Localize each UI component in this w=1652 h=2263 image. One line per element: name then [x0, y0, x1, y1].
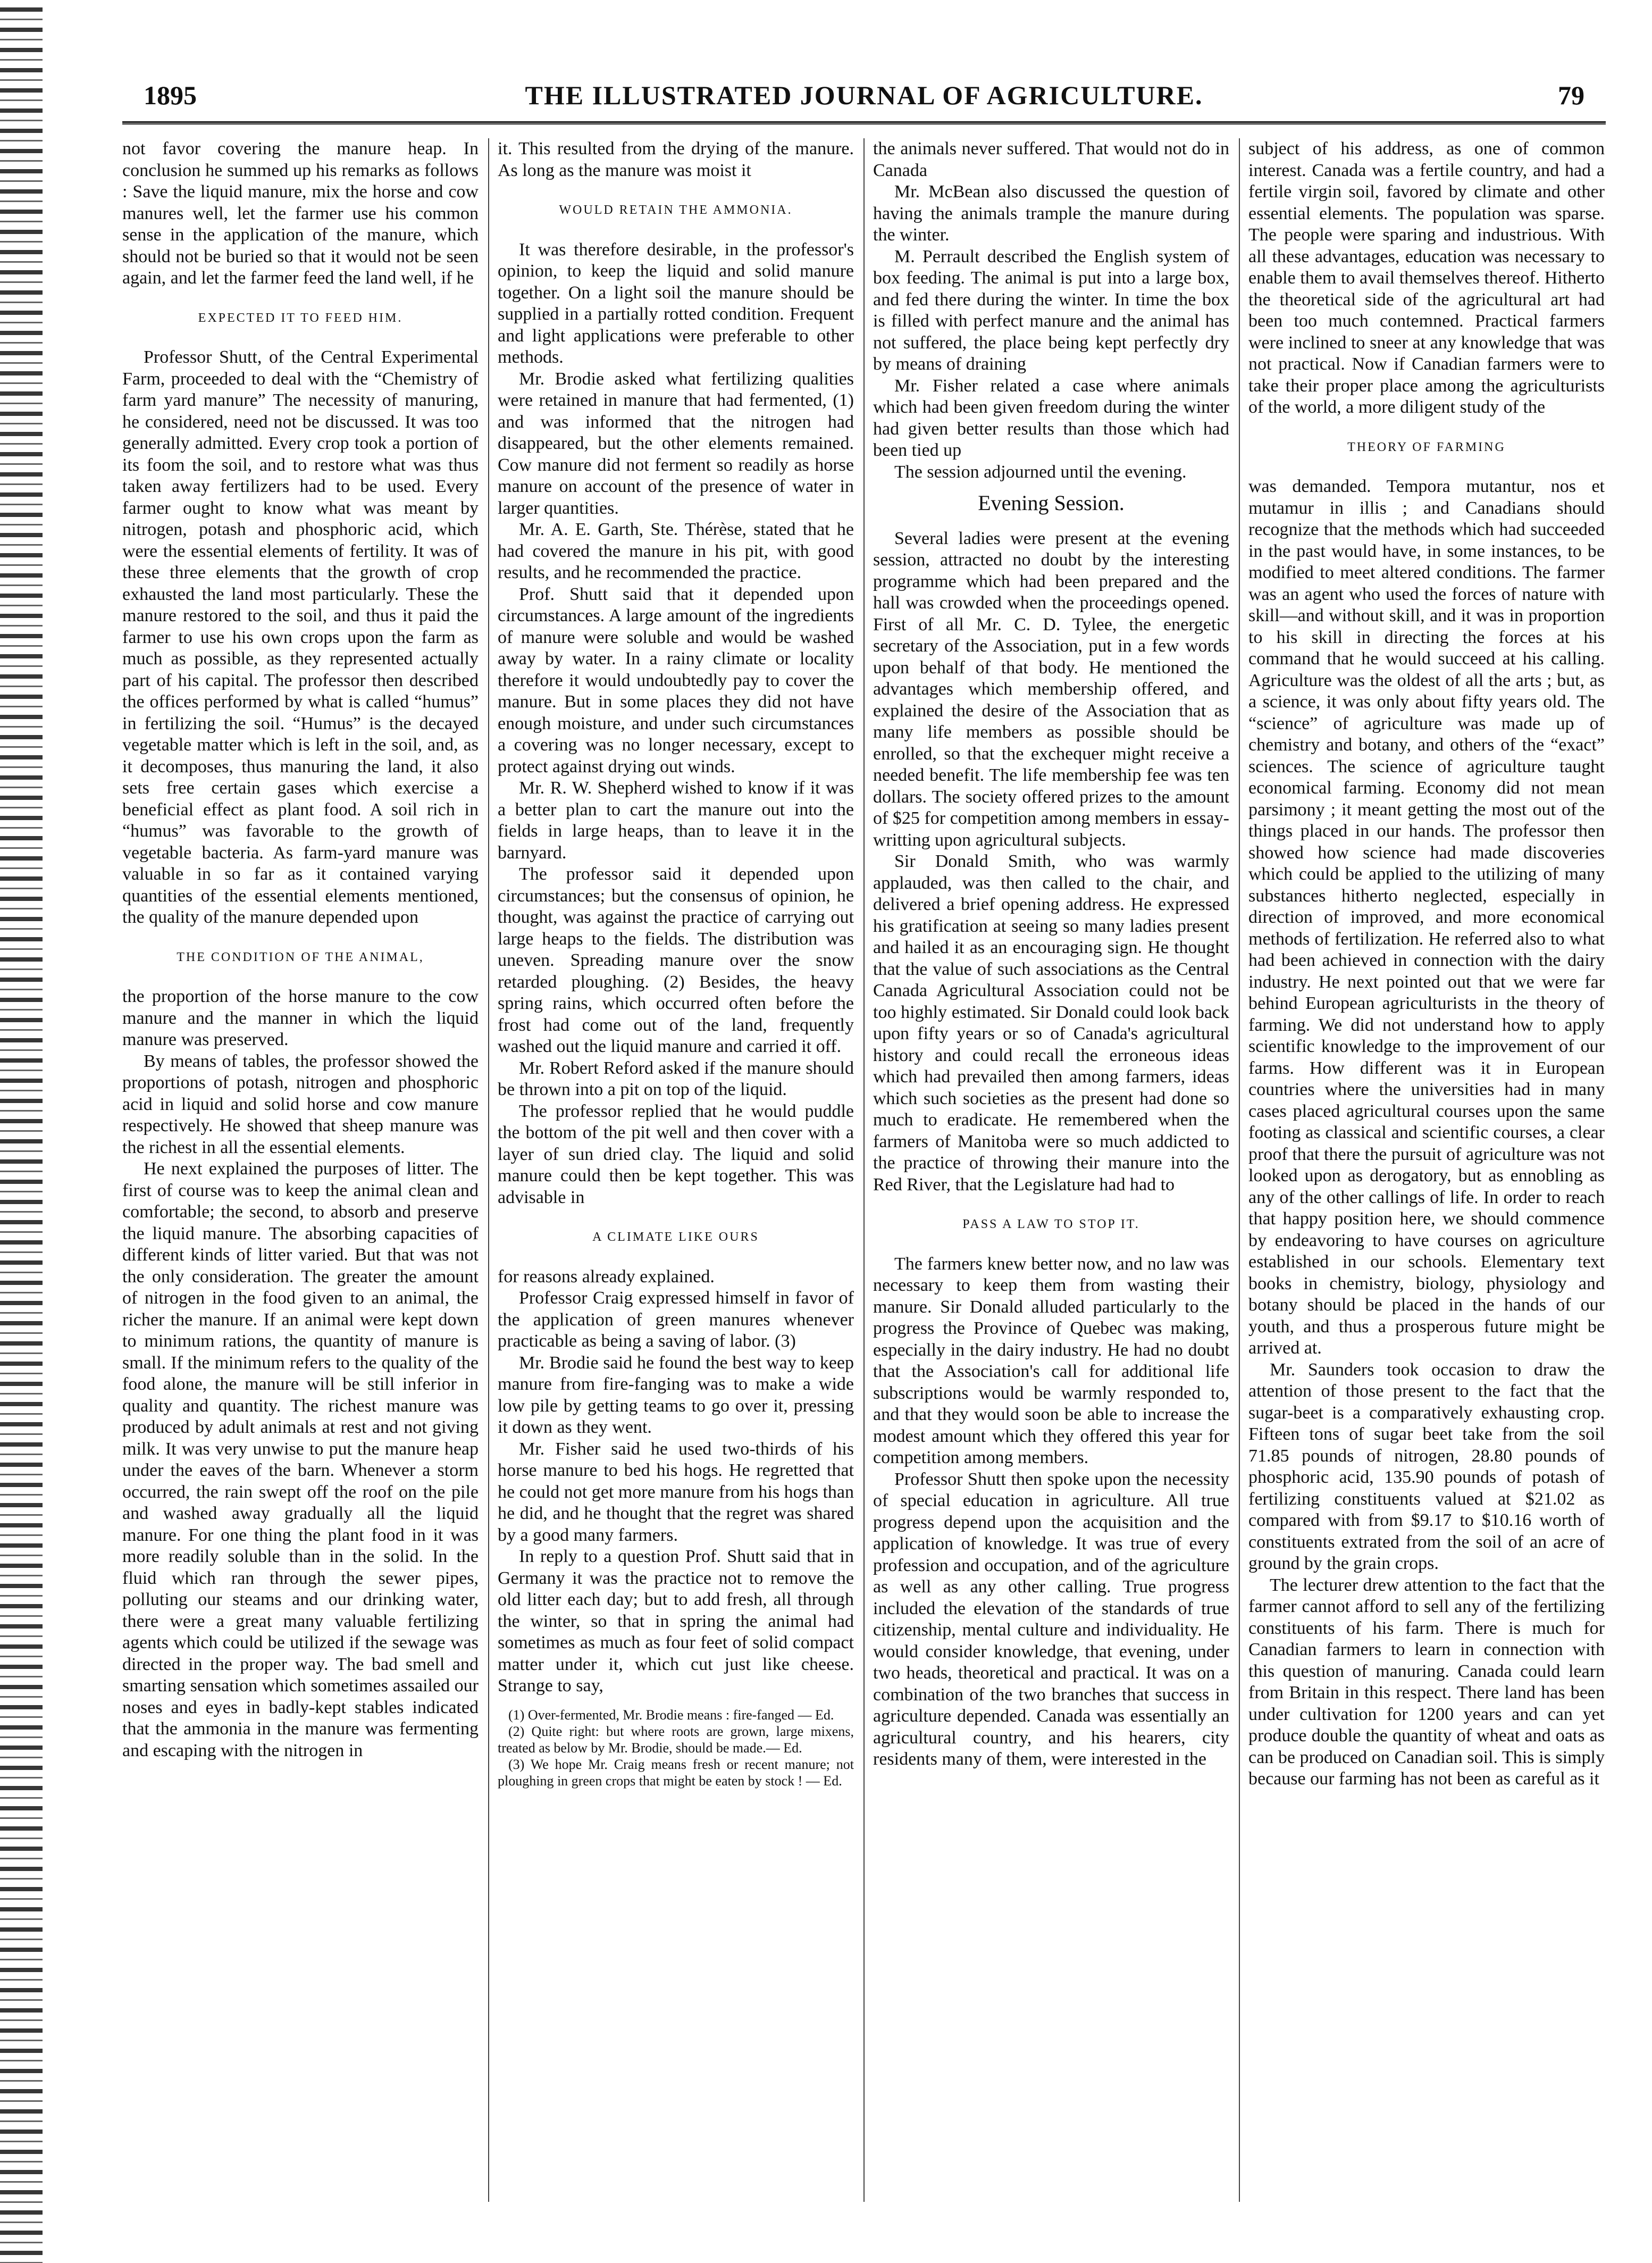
section-subhead: WOULD RETAIN THE AMMONIA. [559, 203, 793, 217]
running-header [122, 80, 1606, 122]
text-columns [122, 138, 1606, 2212]
paragraph: The professor said it depended upon circumstances; but the consensus of opinion, he thought, was against the practice of carrying out large heaps to the fields. The distribution was uneven. Spreading manure over the snow retarded ploughing. (2) Besides, the heavy spring rains, which occurred often before the frost had come out of the land, frequently washed out the liquid manure and carried it off. [498, 864, 854, 1056]
header-rule [122, 121, 1606, 124]
paragraph: Mr. Fisher related a case where animals which had been given freedom during the winter had given better results than those which had been tied up [873, 375, 1229, 460]
paragraph: Sir Donald Smith, who was warmly applauded, was then called to the chair, and delivered a brief opening address. He expressed his gratification at seeing so many ladies present and hailed it as an encouraging sign. He thought that the value of such associations as the Central Canada Agricultural Association could not be too highly estimated. Sir Donald could look back upon fifty years or so of Canada's agricultural history and could recall the erroneous ideas which had prevailed then among farmers, ideas which such societies as the present had done so much to eradicate. He remembered when the farmers of Manitoba were so much addicted to the practice of throwing their manure into the Red River, that the Legislature had had to [873, 851, 1229, 1195]
journal-page [122, 80, 1606, 2223]
paragraph: Mr. Brodie said he found the best way to keep manure from fire-fanging was to make a wide low pile by getting teams to go over it, pressing it down as they went. [498, 1352, 854, 1437]
paragraph: The lecturer drew attention to the fact that the farmer cannot afford to sell any of the fertilizing constituents of his farm. There is much for Canadian farmers to learn in connection with this question of manuring. Canada could learn from Britain in this respect. There land has been under cultivation for 1200 years and can yet produce double the quantity of wheat and oats as can be produced on Canadian soil. This is simply because our farming has not been as careful as it [1248, 1575, 1605, 1789]
column-divider [1239, 138, 1240, 2202]
section-subhead: PASS A LAW TO STOP IT. [962, 1217, 1140, 1231]
paragraph: The session adjourned until the evening. [894, 462, 1187, 482]
paragraph: Mr. Fisher said he used two-thirds of his horse manure to bed his hogs. He regretted that he could not get more manure from his hogs than he did, and he thought that the regret was shared by a good many farmers. [498, 1439, 854, 1545]
paragraph: Mr. Saunders took occasion to draw the attention of those present to the fact that the sugar-beet is a comparatively exhausting crop. Fifteen tons of sugar beet take from the soil 71.85 pounds of nitrogen, 28.80 pounds of phosphoric acid, 135.90 pounds of potash of fertilizing constituents valued at $21.02 as compared with from $9.17 to $10.16 worth of constituents extrated from the soil of an acre of ground by the grain crops. [1248, 1359, 1605, 1573]
paragraph: Prof. Shutt said that it depended upon circumstances. A large amount of the ingredients of manure were soluble and would be washed away by water. In a rainy climate or locality therefore it would undoubtedly pay to cover the manure. But in some places they did not have enough moisture, and under such circumstances a covering was no longer necessary, except to protect against drying out winds. [498, 584, 854, 776]
paragraph: Professor Shutt then spoke upon the necessity of special education in agriculture. All true progress depend upon the acquisition and the application of knowledge. It was true of every profession and occupation, and of the agriculture as well as any other calling. True progress included the elevation of the standards of true citizenship, mental culture and individuality. He would consider knowledge, that evening, under two heads, theoretical and practical. It was on a combination of the two branches that success in agriculture depended. Canada was essentially an agricultural country, and his hearers, city residents many of them, were interested in the [873, 1469, 1229, 1769]
paragraph: Several ladies were present at the evening session, attracted no doubt by the interesting programme which had been prepared and the hall was crowded when the proceedings opened. First of all Mr. C. D. Tylee, the energetic secretary of the Association, put in a few words upon behalf of that body. He mentioned the advantages which membership offered, and explained the desire of the Association that as many life members as possible should be enrolled, so that the exchequer might receive a needed benefit. The life membership fee was ten dollars. The society offered prizes to the amount of $25 for competition among members in essay-writting upon agricultural subjects. [873, 528, 1229, 850]
section-title: Evening Session. [978, 491, 1125, 515]
column-divider [863, 138, 865, 2202]
paragraph: the proportion of the horse manure to the cow manure and the manner in which the liquid manure was preserved. [122, 987, 479, 1049]
column-4 [1248, 138, 1605, 2212]
paragraph: In reply to a question Prof. Shutt said that in Germany it was the practice not to remove the old litter each day; but to add fresh, all through the winter, so that in spring the animal had sometimes as much as four feet of solid compact matter under it, which cut just like cheese. Strange to say, [498, 1547, 854, 1696]
paragraph: By means of tables, the professor showed the proportions of potash, nitrogen and phosphoric acid in liquid and solid horse and cow manure respectively. He showed that sheep manure was the richest in all the essential elements. [122, 1051, 479, 1157]
footnote: (2) Quite right: but where roots are grown, large mixens, treated as below by Mr. Brodie, should be made.— Ed. [498, 1723, 854, 1756]
paragraph: It was therefore desirable, in the professor's opinion, to keep the liquid and solid manure together. On a light soil the manure should be supplied in a partially rotted condition. Frequent and light applications were preferable to other methods. [498, 239, 854, 367]
paragraph: Professor Craig expressed himself in favor of the application of green manures whenever practicable as being a saving of labor. (3) [498, 1288, 854, 1351]
paragraph: M. Perrault described the English system of box feeding. The animal is put into a large box, and fed there during the winter. In time the box is filled with perfect manure and the animal has not suffered, the place being kept perfectly dry by means of draining [873, 246, 1229, 374]
paragraph: was demanded. Tempora mutantur, nos et mutamur in illis ; and Canadians should recognize that the methods which had succeeded in the past would have, in some instances, to be modified to meet altered conditions. The farmer was an agent who used the forces of nature with skill—and without skill, and it was in proportion to his skill in directing the forces at his command that he would succeed at his calling. Agriculture was the oldest of all the arts ; but, as a science, it was only about fifty years old. The “science” of agriculture was made up of chemistry and botany, and others of the “exact” sciences. The science of agriculture taught economical farming. Economy did not mean parsimony ; it meant getting the most out of the things placed in our hands. The professor then showed how science had made discoveries which could be applied to the utilizing of many substances hitherto neglected, especially in direction of improved, and more economical methods of fertilization. He referred also to what had been achieved in connection with the dairy industry. He next pointed out that we were far behind European agriculturists in the theory of farming. We did not understand how to apply scientific knowledge to the improvement of our farms. How different was it in European countries where the universities had in many cases placed agricultural courses upon the same footing as classical and scientific courses, a clear proof that there the pursuit of agriculture was not looked upon as derogatory, but as ennobling as any of the other callings of life. In order to reach that happy position here, we should commence by endeavoring to have courses on agriculture established in our schools. Elementary text books in chemistry, biology, physiology and botany should be placed in the hands of our youth, and thus a prosperous future might be arrived at. [1248, 477, 1605, 1358]
paragraph: Mr. Brodie asked what fertilizing qualities were retained in manure that had fermented, (1) and was informed that the nitrogen had disappeared, but the other elements remained. Cow manure did not ferment so readily as horse manure on account of the presence of water in larger quantities. [498, 369, 854, 518]
column-2 [498, 138, 854, 2212]
paragraph: the animals never suffered. That would not do in Canada [873, 139, 1229, 180]
section-subhead: A CLIMATE LIKE OURS [592, 1230, 759, 1244]
paragraph: Mr. McBean also discussed the question of having the animals trample the manure during the winter. [873, 182, 1229, 245]
section-subhead: EXPECTED IT TO FEED HIM. [198, 311, 403, 325]
footnotes [498, 1707, 854, 1789]
paragraph: it. This resulted from the drying of the manure. As long as the manure was moist it [498, 139, 854, 180]
paragraph: The farmers knew better now, and no law was necessary to keep them from wasting their manure. Sir Donald alluded particularly to the progress the Province of Quebec was making, especially in the dairy industry. He had no doubt that the Association's call for additional life subscriptions would be warmly responded to, and that they would soon be able to increase the modest amount which they offered this year for competition among members. [873, 1254, 1229, 1467]
header-year: 1895 [144, 80, 197, 110]
paragraph: He next explained the purposes of litter. The first of course was to keep the animal clean and comfortable; the second, to absorb and preserve the liquid manure. The absorbing capacities of different kinds of litter varied. But that was not the only consideration. The greater the amount of nitrogen in the food given to an animal, the richer the manure. If an animal were kept down to minimum rations, the quantity of manure is small. If the minimum refers to the quality of the food alone, the manure will be still inferior in quality and quantity. The richest manure was produced by adult animals at rest and not giving milk. It was very unwise to put the manure heap under the eaves of the barn. Whenever a storm occurred, the rain swept off the roof on the pile and washed away gradually all the liquid manure. For one thing the plant food in it was more readily soluble than in the solid. In the fluid which ran through the sewer pipes, polluting our steams and our drinking water, there were a great many valuable fertilizing agents which could be utilized if the sewage was directed in the proper way. The bad smell and smarting sensation which sometimes assailed our noses and eyes in badly-kept stables indicated that the ammonia in the manure was fermenting and escaping with the nitrogen in [122, 1159, 479, 1760]
footnote: (3) We hope Mr. Craig means fresh or recent manure; not ploughing in green crops that might be eaten by stock ! — Ed. [498, 1756, 854, 1789]
section-subhead: THE CONDITION OF THE ANIMAL, [177, 950, 424, 964]
paragraph: Mr. R. W. Shepherd wished to know if it was a better plan to cart the manure out into the fields in large heaps, than to leave it in the barnyard. [498, 778, 854, 863]
paragraph: Mr. A. E. Garth, Ste. Thérèse, stated that he had covered the manure in his pit, with good results, and he recommended the practice. [498, 520, 854, 582]
section-subhead: THEORY OF FARMING [1347, 440, 1506, 454]
column-divider [488, 138, 489, 2202]
paragraph: for reasons already explained. [498, 1266, 715, 1287]
column-1 [122, 138, 479, 2212]
journal-title: THE ILLUSTRATED JOURNAL OF AGRICULTURE. [525, 80, 1203, 110]
paragraph: not favor covering the manure heap. In conclusion he summed up his remarks as follows : Save the liquid manure, mix the horse and cow manures well, let the farmer use his common sense in the application of the manure, which should not be buried so that it would not be seen again, and let the farmer feed the land well, if he [122, 139, 479, 288]
footnote: (1) Over-fermented, Mr. Brodie means : fire-fanged — Ed. [508, 1707, 834, 1723]
page-binding-edge [0, 0, 64, 2263]
column-3 [873, 138, 1229, 2212]
paragraph: subject of his address, as one of common interest. Canada was a fertile country, and had a fertile virgin soil, favored by climate and other essential elements. The population was sparse. The people were sparing and industrious. With all these advantages, education was necessary to enable them to avail themselves thereof. Hitherto the theoretical side of the agricultural art had been too much contemned. Practical farmers were inclined to sneer at any knowledge that was not practical. Now if Canadian farmers were to take their proper place among the agriculturists of the world, a more diligent study of the [1248, 139, 1605, 417]
paragraph: Mr. Robert Reford asked if the manure should be thrown into a pit on top of the liquid. [498, 1058, 854, 1099]
paragraph: The professor replied that he would puddle the bottom of the pit well and then cover with a layer of sun dried clay. The liquid and solid manure could then be kept together. This was advisable in [498, 1101, 854, 1207]
page-number: 79 [1558, 80, 1584, 110]
paragraph: Professor Shutt, of the Central Experimental Farm, proceeded to deal with the “Chemistry of farm yard manure” The necessity of manuring, he considered, need not be discussed. It was too generally admitted. Every crop took a portion of its foom the soil, and to restore what was thus taken away fertilizers had to be used. Every farmer ought to know what was meant by nitrogen, potash and phosphoric acid, which were the essential elements of fertility. It was of these three elements that the growth of crop exhausted the land most particularly. These the manure restored to the soil, and thus it paid the farmer to use his own crops upon the farm as much as possible, as they represented actually part of his capital. The professor then described the offices performed by what is called “humus” in fertilizing the soil. “Humus” is the decayed vegetable matter which is left in the soil, and, as it decomposes, thus manuring the land, it also sets free certain gases which exercise a beneficial effect as plant food. A soil rich in “humus” was favorable to the growth of vegetable bacteria. As farm-yard manure was valuable in so far as it contained varying quantities of the essential elements mentioned, the quality of the manure depended upon [122, 347, 479, 927]
